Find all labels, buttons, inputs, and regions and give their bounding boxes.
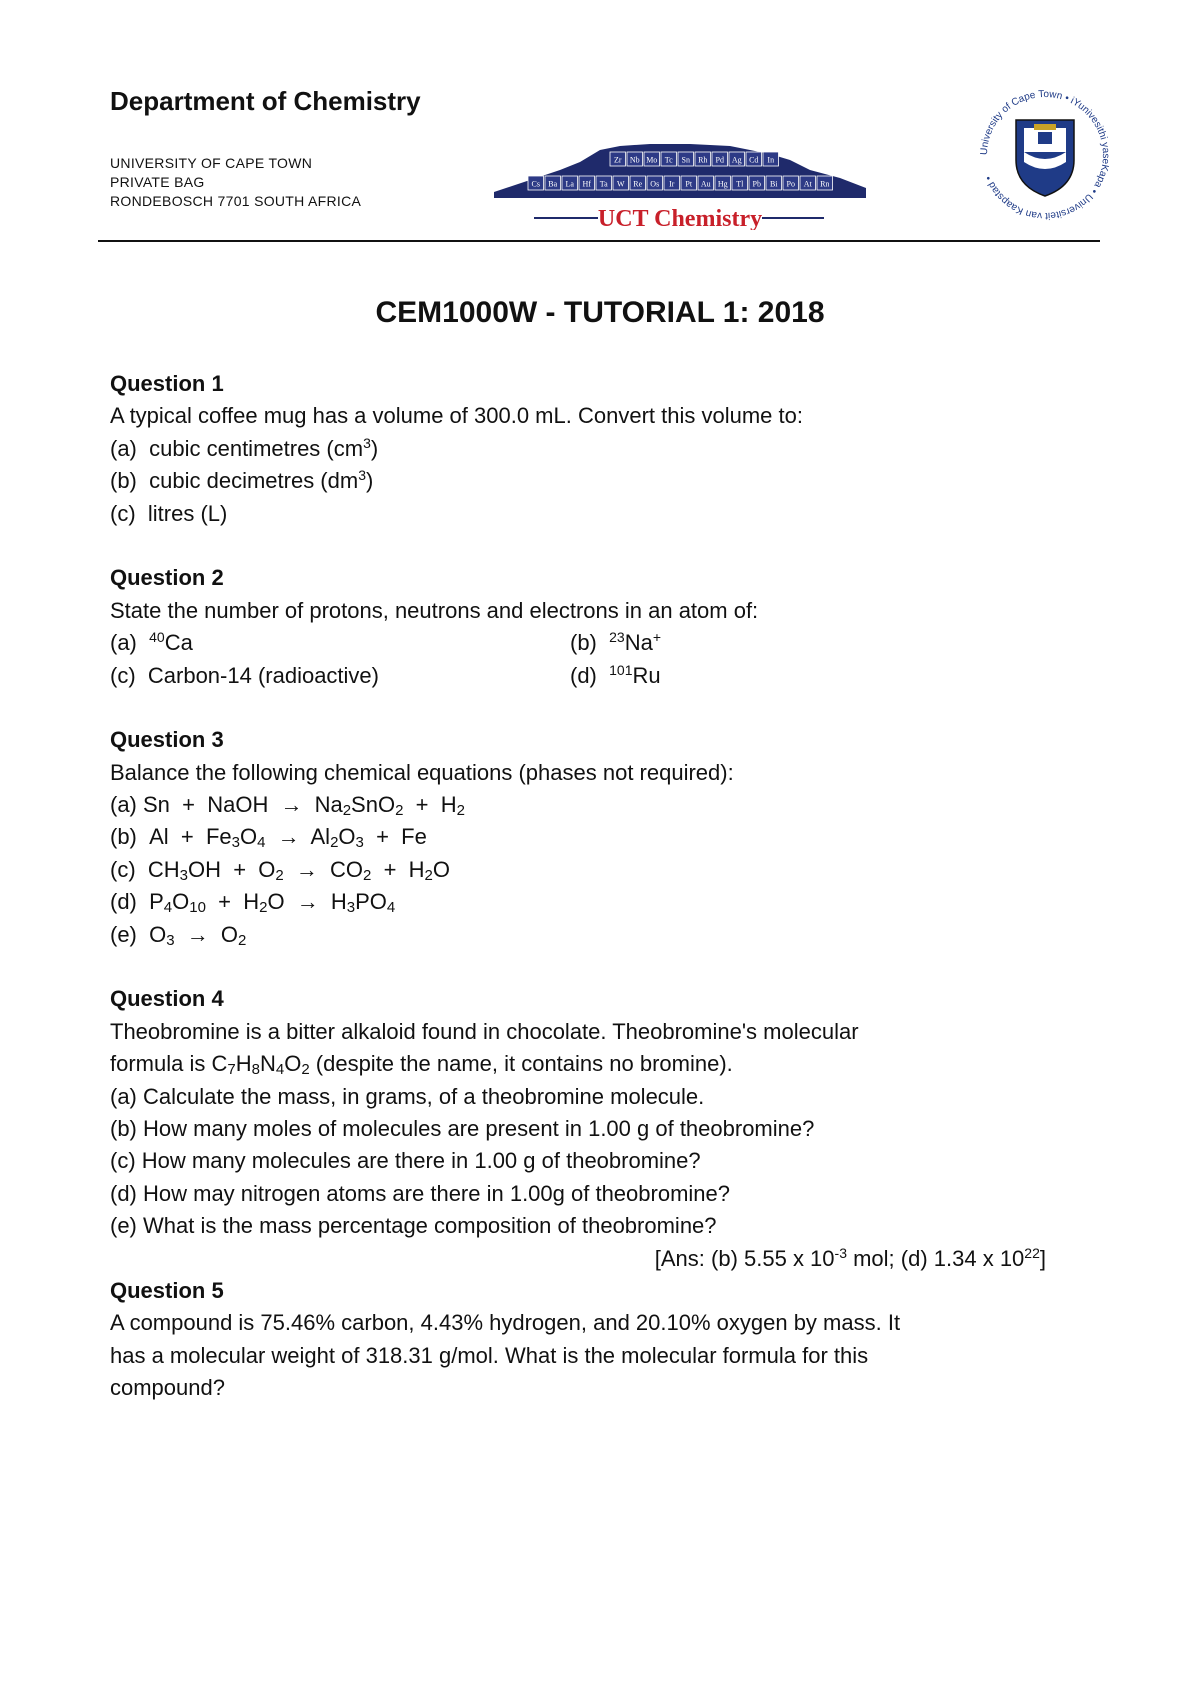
question-2-row-ab — [110, 627, 1050, 659]
question-5-line-3: compound? — [110, 1375, 225, 1401]
logo-element-symbol: Sn — [681, 155, 690, 165]
logo-element-symbol: Pb — [752, 179, 761, 189]
question-4-heading: Question 4 — [110, 986, 224, 1012]
seal-text: University of Cape Town • iYunivesithi yaseKapa • Universiteit van Kaapstad • — [978, 88, 1112, 222]
logo-element-symbol: Os — [650, 179, 660, 189]
question-5-heading: Question 5 — [110, 1277, 224, 1303]
question-4a: (a) Calculate the mass, in grams, of a theobromine molecule. — [110, 1083, 705, 1109]
logo-element-symbol: Hg — [717, 179, 728, 189]
address-line: RONDEBOSCH 7701 SOUTH AFRICA — [110, 193, 362, 209]
question-3-heading: Question 3 — [110, 727, 224, 753]
question-1a: (a) cubic centimetres $(cm^3)$ — [110, 434, 379, 461]
logo-element-symbol: Tc — [664, 155, 673, 165]
equation-a: (a) Sn + NaOH → $Na_2SnO_2 + H_2$ — [110, 792, 465, 820]
logo-element-symbol: Rn — [820, 179, 830, 189]
logo-element-symbol: W — [616, 179, 625, 189]
logo-element-symbol: Hf — [582, 179, 591, 189]
logo-element-symbol: Au — [700, 179, 711, 189]
question-4d: (d) How may nitrogen atoms are there in 1.00g of theobromine? — [110, 1180, 730, 1206]
question-1-heading: Question 1 — [110, 371, 224, 396]
question-4e: (e) What is the mass percentage composition of theobromine? — [110, 1213, 717, 1239]
address-line: UNIVERSITY OF CAPE TOWN — [110, 155, 313, 171]
logo-element-symbol: Nb — [629, 155, 640, 165]
header-divider — [98, 240, 1100, 242]
address-block — [110, 154, 361, 211]
logo-element-symbol: In — [767, 155, 775, 165]
question-4-intro-1: Theobromine is a bitter alkaloid found in chocolate. Theobromine's molecular — [110, 1018, 859, 1044]
question-2b: (b) $^{23}$Na+ — [570, 629, 662, 656]
question-1-intro: A typical coffee mug has a volume of 300.0 mL. Convert this volume to: — [110, 403, 803, 429]
question-5-line-1: A compound is 75.46% carbon, 4.43% hydrogen, and 20.10% oxygen by mass. It — [110, 1310, 901, 1336]
equation-c: (c) $CH_3OH + O_2 \to CO_2 + H_2O$ — [110, 856, 451, 884]
logo-element-symbol: Pd — [715, 155, 724, 165]
logo-element-symbol: Bi — [769, 179, 778, 189]
logo-element-symbol: Ba — [548, 179, 558, 189]
equation-b: (b) $Al + Fe_3O_4 \to Al_2O_3 + Fe$ — [110, 824, 427, 852]
question-2-row-cd — [110, 660, 1050, 692]
equation-e: (e) $O_3 \to O_2$ — [110, 921, 247, 949]
department-name: Department of Chemistry — [110, 86, 421, 116]
equation-d: (d) $P_4O_{10} + H_2O \to H_3PO_4$ — [110, 889, 396, 917]
question-4c: (c) How many molecules are there in 1.00 g of theobromine? — [110, 1148, 701, 1174]
tutorial-content — [110, 368, 1050, 1405]
question-4-answers: [Ans: (b) 5.55 x $10^{-3}$ mol; (d) 1.34 x $10^{22}$] — [654, 1244, 1046, 1271]
uct-chemistry-logo — [490, 140, 870, 230]
logo-element-symbol: Re — [633, 179, 643, 189]
question-4-intro-2: formula is $C_7H_8N_4O_2$ (despite the name, it contains no bromine). — [110, 1051, 733, 1079]
logo-element-symbol: Cs — [531, 179, 540, 189]
logo-element-symbol: Cd — [749, 155, 759, 165]
question-2c: (c) Carbon-14 (radioactive) — [110, 662, 379, 688]
logo-element-symbol: Pt — [685, 179, 693, 189]
question-5-line-2: has a molecular weight of 318.31 g/mol. What is the molecular formula for this — [110, 1342, 869, 1368]
logo-element-symbol: Po — [786, 179, 795, 189]
logo-element-symbol: At — [803, 179, 812, 189]
logo-element-symbol: Ta — [599, 179, 608, 189]
logo-element-symbol: Zr — [613, 155, 622, 165]
page-title: CEM1000W - TUTORIAL 1: 2018 — [375, 296, 825, 329]
question-2-intro: State the number of protons, neutrons and electrons in an atom of: — [110, 597, 759, 623]
question-3-intro: Balance the following chemical equations (phases not required): — [110, 759, 734, 785]
logo-element-symbol: Ag — [731, 155, 742, 165]
logo-text: UCT Chemistry — [597, 206, 763, 230]
address-line: PRIVATE BAG — [110, 174, 205, 190]
logo-element-symbol: Ir — [669, 179, 675, 189]
logo-element-symbol: Mo — [646, 155, 658, 165]
question-2a: (a) $^{40}$Ca — [110, 629, 193, 656]
question-4b: (b) How many moles of molecules are present in 1.00 g of theobromine? — [110, 1115, 815, 1141]
question-2d: (d) $^{101}$Ru — [570, 661, 661, 688]
question-2-heading: Question 2 — [110, 565, 224, 591]
logo-element-symbol: Rh — [698, 155, 708, 165]
question-1c: (c) litres (L) — [110, 500, 228, 526]
university-seal — [972, 82, 1118, 228]
logo-element-symbol: Tl — [736, 179, 744, 189]
question-1b: (b) cubic decimetres $(dm^3)$ — [110, 467, 374, 494]
logo-element-symbol: La — [565, 179, 574, 189]
